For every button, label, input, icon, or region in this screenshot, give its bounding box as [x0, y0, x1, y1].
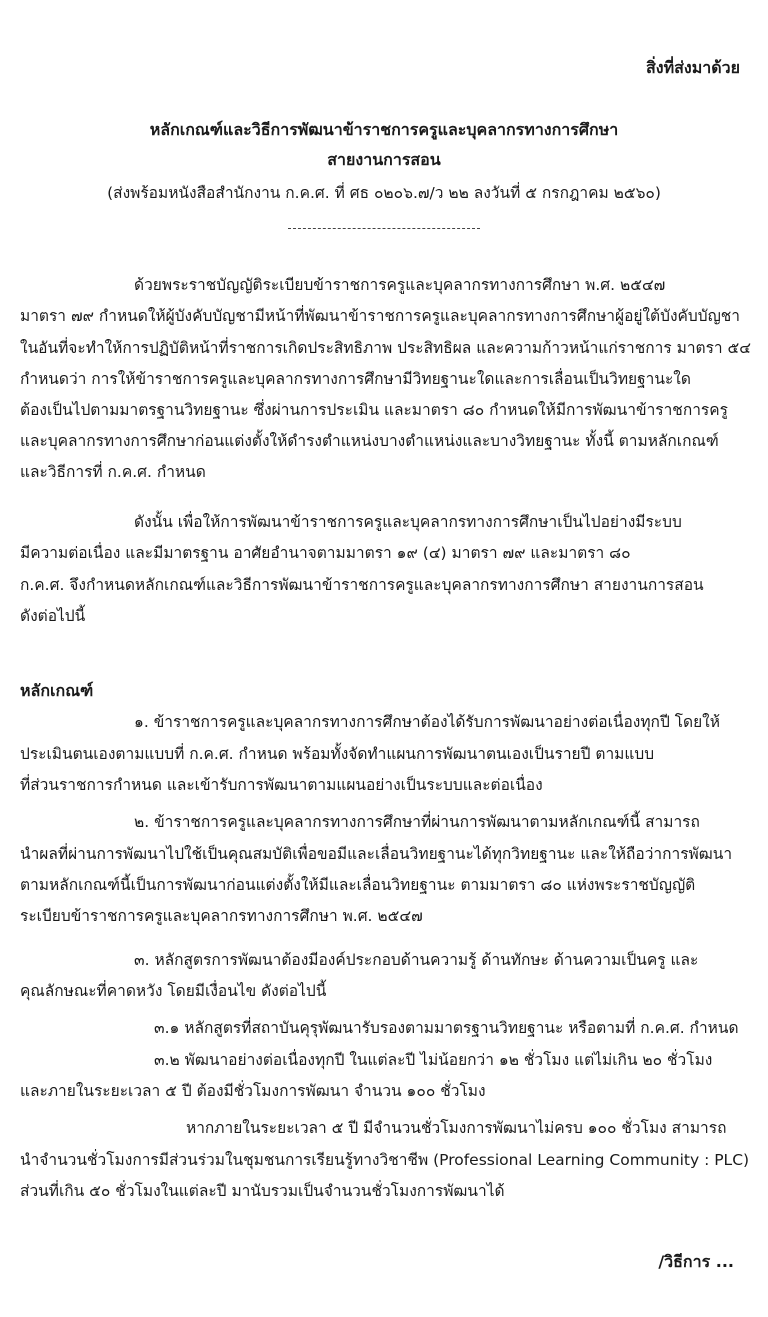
paragraph-line: และบุคลากรทางการศึกษาก่อนแต่งตั้งให้ดำรงตำแหน่งบางตำแหน่งและบางวิทยฐานะ ทั้งนี้ ตามหลักเกณฑ์ [20, 432, 719, 450]
paragraph-line: ก.ค.ศ. จึงกำหนดหลักเกณฑ์และวิธีการพัฒนาข้าราชการครูและบุคลากรทางการศึกษา สายงานการสอน [20, 576, 704, 594]
criteria-item-line: นำผลที่ผ่านการพัฒนาไปใช้เป็นคุณสมบัติเพื่อขอมีและเลื่อนวิทยฐานะได้ทุกวิทยฐานะ และให้ถือว่าการพัฒนา [20, 845, 733, 863]
title-divider [288, 228, 480, 229]
criteria-item-line: ๓. หลักสูตรการพัฒนาต้องมีองค์ประกอบด้านความรู้ ด้านทักษะ ด้านความเป็นครู และ [134, 951, 699, 969]
criteria-heading: หลักเกณฑ์ [20, 681, 94, 700]
document-subtitle: สายงานการสอน [327, 150, 441, 169]
paragraph-line: ในอันที่จะทำให้การปฏิบัติหน้าที่ราชการเกิดประสิทธิภาพ ประสิทธิผล และความก้าวหน้าแก่ราชการ มาตรา ๕๔ [20, 339, 752, 357]
paragraph-line: กำหนดว่า การให้ข้าราชการครูและบุคลากรทางการศึกษามีวิทยฐานะใดและการเลื่อนเป็นวิทยฐานะใด [20, 370, 691, 388]
criteria-item-line: ที่ส่วนราชการกำหนด และเข้ารับการพัฒนาตามแผนอย่างเป็นระบบและต่อเนื่อง [20, 776, 543, 794]
document-reference: (ส่งพร้อมหนังสือสำนักงาน ก.ค.ศ. ที่ ศธ ๐๒๐๖.๗/ว ๒๒ ลงวันที่ ๕ กรกฎาคม ๒๕๖๐) [107, 184, 661, 202]
criteria-item-line: คุณลักษณะที่คาดหวัง โดยมีเงื่อนไข ดังต่อไปนี้ [20, 982, 327, 1000]
criteria-note-line: หากภายในระยะเวลา ๕ ปี มีจำนวนชั่วโมงการพัฒนาไม่ครบ ๑๐๐ ชั่วโมง สามารถ [186, 1119, 727, 1137]
criteria-subitem-line: ๓.๑ หลักสูตรที่สถาบันคุรุพัฒนารับรองตามมาตรฐานวิทยฐานะ หรือตามที่ ก.ค.ศ. กำหนด [154, 1019, 739, 1037]
criteria-item-line: ๑. ข้าราชการครูและบุคลากรทางการศึกษาต้องได้รับการพัฒนาอย่างต่อเนื่องทุกปี โดยให้ [134, 713, 720, 731]
paragraph-line: และวิธีการที่ ก.ค.ศ. กำหนด [20, 463, 206, 481]
paragraph-line: มีความต่อเนื่อง และมีมาตรฐาน อาศัยอำนาจตามมาตรา ๑๙ (๔) มาตรา ๗๙ และมาตรา ๘๐ [20, 544, 631, 562]
criteria-item-line: ประเมินตนเองตามแบบที่ ก.ค.ศ. กำหนด พร้อมทั้งจัดทำแผนการพัฒนาตนเองเป็นรายปี ตามแบบ [20, 745, 655, 763]
paragraph-line: มาตรา ๗๙ กำหนดให้ผู้บังคับบัญชามีหน้าที่พัฒนาข้าราชการครูและบุคลากรทางการศึกษาผู้อยู่ใต้บังคับบัญชา [20, 307, 740, 325]
criteria-item-line: ตามหลักเกณฑ์นี้เป็นการพัฒนาก่อนแต่งตั้งให้มีและเลื่อนวิทยฐานะ ตามมาตรา ๘๐ แห่งพระราชบัญญัติ [20, 876, 696, 894]
paragraph-line: ดังนั้น เพื่อให้การพัฒนาข้าราชการครูและบุคลากรทางการศึกษาเป็นไปอย่างมีระบบ [134, 513, 682, 531]
criteria-note-line: ส่วนที่เกิน ๕๐ ชั่วโมงในแต่ละปี มานับรวมเป็นจำนวนชั่วโมงการพัฒนาได้ [20, 1182, 505, 1200]
criteria-note-line: นำจำนวนชั่วโมงการมีส่วนร่วมในชุมชนการเรียนรู้ทางวิชาชีพ (Professional Learning Community : PLC) [20, 1151, 750, 1169]
document-title: หลักเกณฑ์และวิธีการพัฒนาข้าราชการครูและบุคลากรทางการศึกษา [149, 120, 619, 139]
continuation-marker: /วิธีการ ... [658, 1252, 734, 1271]
paragraph-line: ด้วยพระราชบัญญัติระเบียบข้าราชการครูและบุคลากรทางการศึกษา พ.ศ. ๒๕๔๗ [134, 276, 666, 294]
paragraph-line: ต้องเป็นไปตามมาตรฐานวิทยฐานะ ซึ่งผ่านการประเมิน และมาตรา ๘๐ กำหนดให้มีการพัฒนาข้าราชการครู [20, 401, 728, 419]
attachment-note: สิ่งที่ส่งมาด้วย [646, 58, 740, 77]
paragraph-line: ดังต่อไปนี้ [20, 607, 86, 625]
criteria-item-line: ๒. ข้าราชการครูและบุคลากรทางการศึกษาที่ผ่านการพัฒนาตามหลักเกณฑ์นี้ สามารถ [134, 813, 700, 831]
criteria-subitem-line: และภายในระยะเวลา ๕ ปี ต้องมีชั่วโมงการพัฒนา จำนวน ๑๐๐ ชั่วโมง [20, 1082, 486, 1100]
criteria-subitem-line: ๓.๒ พัฒนาอย่างต่อเนื่องทุกปี ในแต่ละปี ไม่น้อยกว่า ๑๒ ชั่วโมง แต่ไม่เกิน ๒๐ ชั่วโมง [154, 1051, 713, 1069]
criteria-item-line: ระเบียบข้าราชการครูและบุคลากรทางการศึกษา พ.ศ. ๒๕๔๗ [20, 907, 423, 925]
